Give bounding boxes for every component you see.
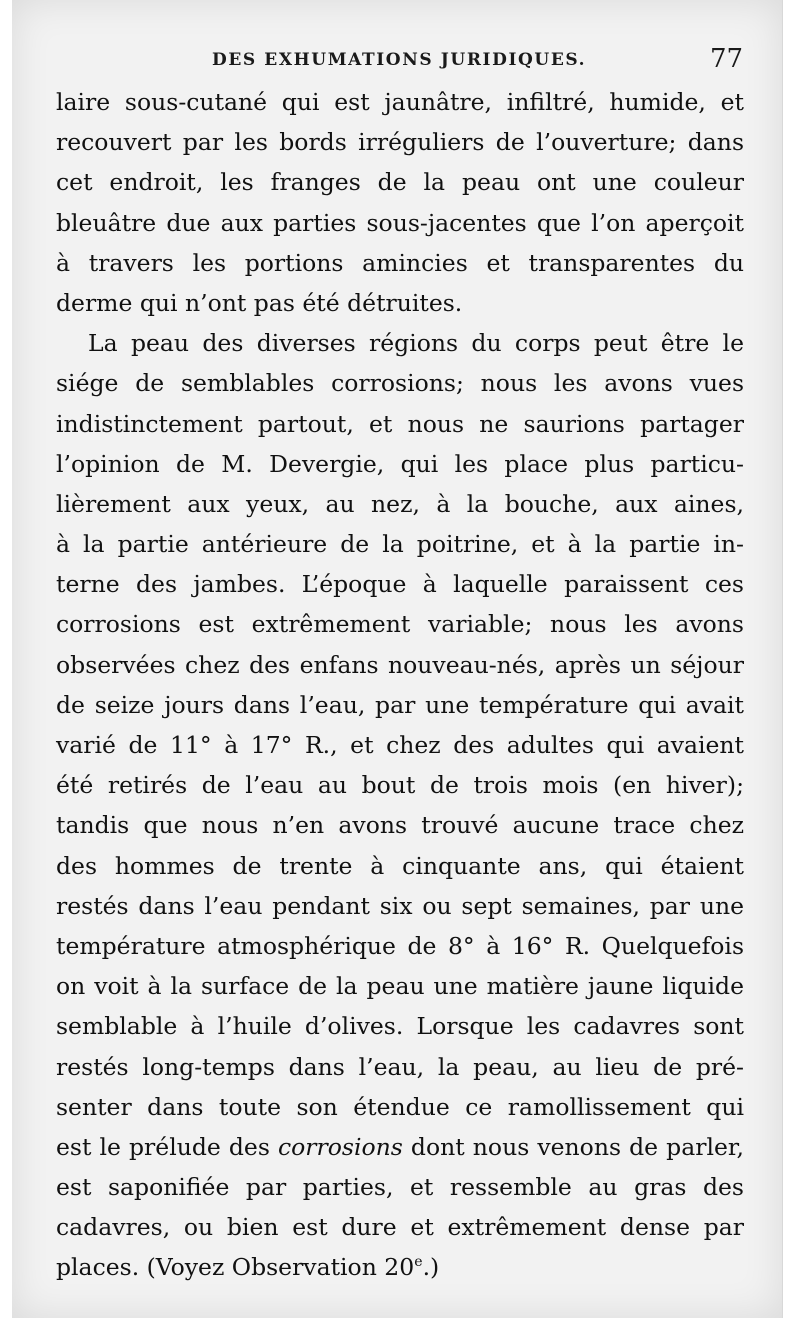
text-line: tandis que nous n’en avons trouvé aucune trace chez bbox=[56, 811, 744, 840]
text-segment: dont nous venons de parler, bbox=[402, 1132, 744, 1161]
text-line: des hommes de trente à cinquante ans, qui étaient bbox=[56, 851, 744, 880]
text-line: semblable à l’huile d’olives. Lorsque les cadavres sont bbox=[56, 1012, 744, 1041]
italic-term: corrosions bbox=[278, 1132, 403, 1161]
running-title: DES EXHUMATIONS JURIDIQUES. bbox=[212, 50, 587, 70]
text-segment: est le prélude des bbox=[56, 1132, 278, 1161]
text-line: laire sous-cutané qui est jaunâtre, infiltré, humide, et bbox=[56, 88, 744, 116]
text-line: de seize jours dans l’eau, par une température qui avait bbox=[56, 690, 744, 719]
text-line: restés dans l’eau pendant six ou sept semaines, par une bbox=[56, 891, 744, 920]
paragraph-1 bbox=[56, 82, 744, 323]
body-text bbox=[56, 82, 744, 1288]
text-line: varié de 11° à 17° R., et chez des adultes qui avaient bbox=[56, 731, 744, 759]
superscript: e bbox=[414, 1254, 423, 1271]
text-line: indistinctement partout, et nous ne saurions partager bbox=[56, 409, 744, 438]
text-line-with-italic bbox=[56, 1127, 744, 1167]
text-line: cet endroit, les franges de la peau ont une couleur bbox=[56, 168, 744, 197]
text-line: terne des jambes. L’époque à laquelle paraissent ces bbox=[56, 570, 744, 599]
paragraph-2 bbox=[56, 323, 744, 1288]
running-head bbox=[0, 44, 800, 74]
text-line: à la partie antérieure de la poitrine, et à la partie in- bbox=[56, 530, 744, 559]
text-line: l’opinion de M. Devergie, qui les place plus particu- bbox=[56, 449, 744, 478]
text-line: à travers les portions amincies et transparentes du bbox=[56, 248, 744, 277]
text-line: température atmosphérique de 8° à 16° R. Quelquefois bbox=[56, 931, 744, 960]
text-line: cadavres, ou bien est dure et extrêmement dense par bbox=[56, 1213, 744, 1242]
text-segment: .) bbox=[422, 1253, 440, 1282]
text-line: on voit à la surface de la peau une matière jaune liquide bbox=[56, 972, 744, 1001]
text-line: été retirés de l’eau au bout de trois mois (en hiver); bbox=[56, 771, 744, 800]
text-line: derme qui n’ont pas été détruites. bbox=[56, 288, 463, 317]
text-line: senter dans toute son étendue ce ramollissement qui bbox=[56, 1092, 744, 1121]
text-line: recouvert par les bords irréguliers de l’ouverture; dans bbox=[56, 128, 744, 157]
final-text-line bbox=[56, 1247, 744, 1287]
text-line: lièrement aux yeux, au nez, à la bouche, aux aines, bbox=[56, 489, 744, 518]
text-line: bleuâtre due aux parties sous-jacentes que l’on aperçoit bbox=[56, 208, 744, 237]
text-line: restés long-temps dans l’eau, la peau, au lieu de pré- bbox=[56, 1052, 744, 1081]
page-number: 77 bbox=[710, 44, 744, 74]
text-line: La peau des diverses régions du corps peut être le bbox=[88, 329, 744, 358]
text-segment: places. (Voyez Observation 20 bbox=[56, 1253, 415, 1282]
text-line: siége de semblables corrosions; nous les avons vues bbox=[56, 369, 744, 398]
text-line: corrosions est extrêmement variable; nous les avons bbox=[56, 610, 744, 639]
text-line: observées chez des enfans nouveau-nés, après un séjour bbox=[56, 650, 744, 679]
text-line: est saponifiée par parties, et ressemble au gras des bbox=[56, 1173, 744, 1202]
